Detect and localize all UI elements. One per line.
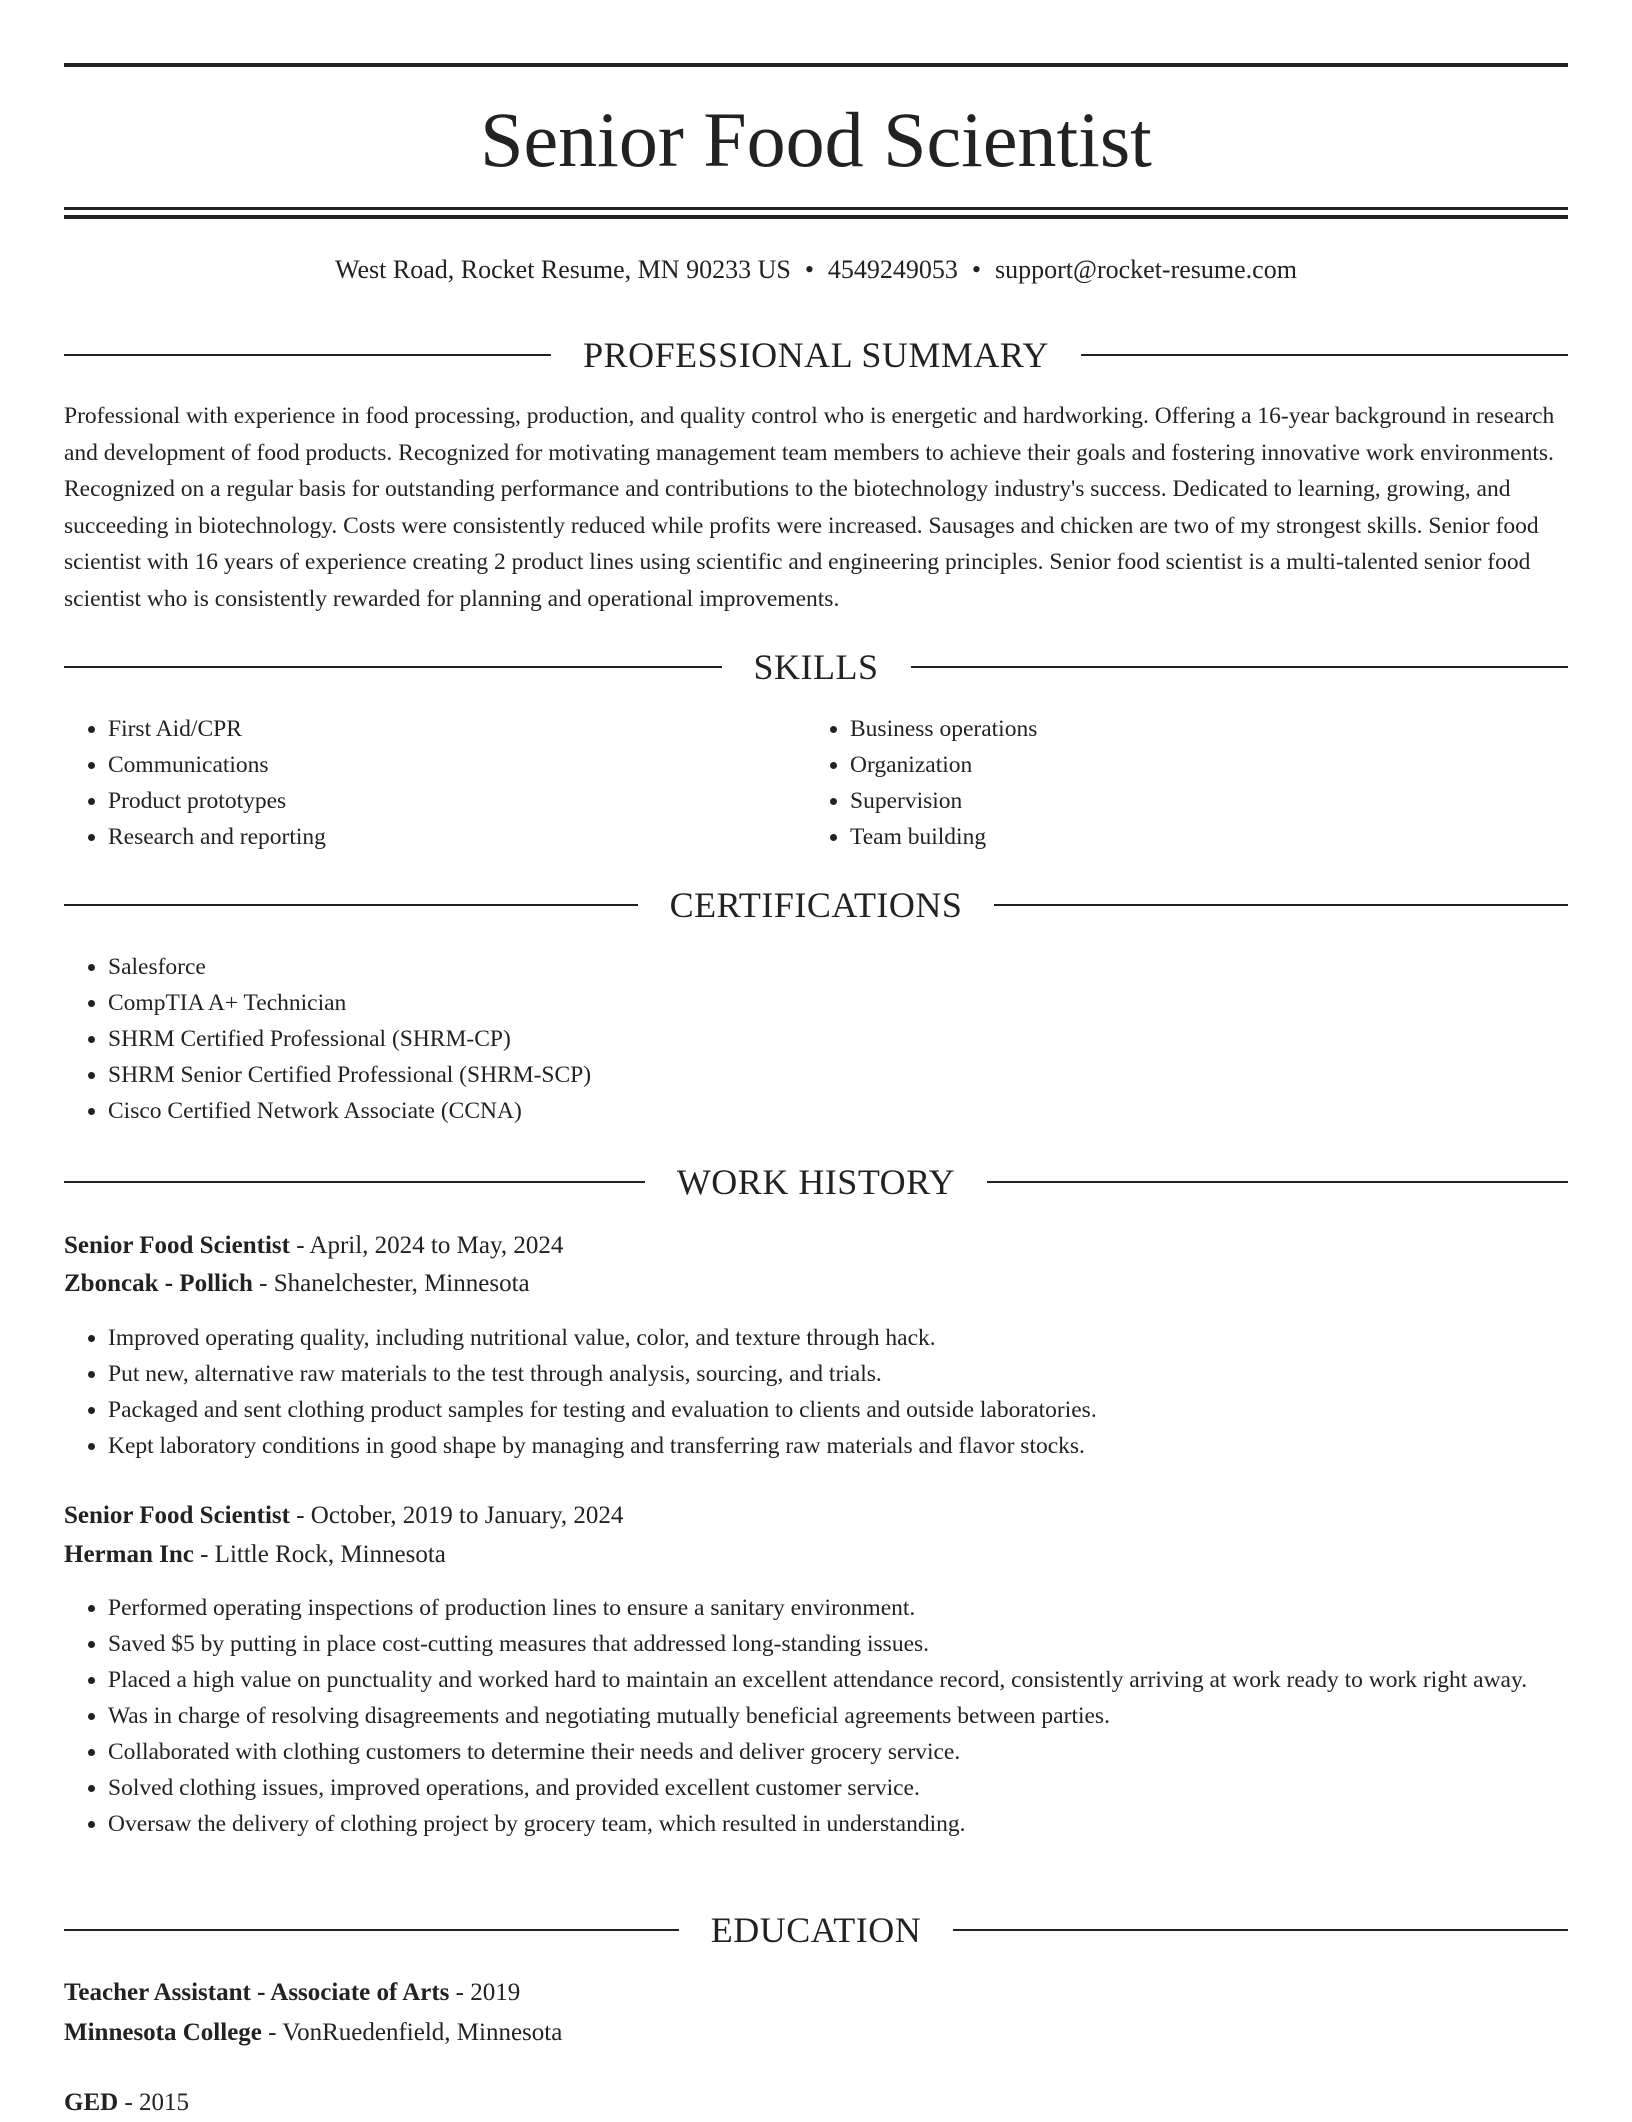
- job-company-line: [64, 1265, 1568, 1303]
- job-bullet: • Was in charge of resolving disagreements and negotiating mutually beneficial agreements between parties.: [108, 1698, 1608, 1734]
- job-bullet: • Improved operating quality, including nutritional value, color, and texture through hack.: [108, 1320, 1568, 1356]
- certification-item: • Cisco Certified Network Associate (CCNA): [108, 1093, 1568, 1129]
- contact-line: [64, 252, 1568, 288]
- job-bullets: [64, 1320, 1568, 1464]
- education-school: Minnesota College: [64, 2019, 262, 2046]
- section-title-skills: SKILLS: [753, 647, 879, 687]
- section-divider: [64, 1929, 679, 1931]
- section-title-education: EDUCATION: [710, 1910, 922, 1950]
- contact-address: West Road, Rocket Resume, MN 90233 US: [335, 255, 791, 284]
- education-year: - 2015: [118, 2089, 190, 2116]
- contact-email[interactable]: support@rocket-resume.com: [995, 255, 1297, 284]
- skill-item: • Organization: [850, 747, 1550, 783]
- certification-item: • SHRM Senior Certified Professional (SHRM-SCP): [108, 1057, 1568, 1093]
- job-bullet: • Placed a high value on punctuality and worked hard to maintain an excellent attendance record, consistently arriving at work ready to work right away.: [108, 1662, 1608, 1698]
- certifications-list: [64, 949, 1568, 1129]
- job-company-line: [64, 1536, 1568, 1574]
- skills-list-left: [64, 711, 808, 855]
- section-header-summary: [64, 333, 1568, 377]
- education-degree-line: [64, 1974, 1568, 2012]
- title-rule-upper: [64, 207, 1568, 210]
- section-title-certifications: CERTIFICATIONS: [669, 885, 963, 925]
- skill-item: • Product prototypes: [108, 783, 808, 819]
- skills-list-right: [806, 711, 1550, 855]
- job-bullets: [64, 1590, 1608, 1842]
- certification-item: • CompTIA A+ Technician: [108, 985, 1568, 1021]
- skill-item: • First Aid/CPR: [108, 711, 808, 747]
- job-dates: - October, 2019 to January, 2024: [289, 1502, 624, 1529]
- job-location: - Shanelchester, Minnesota: [252, 1270, 530, 1297]
- education-degree-line: [64, 2084, 1568, 2122]
- job-location: - Little Rock, Minnesota: [193, 1541, 446, 1568]
- job-bullet: • Oversaw the delivery of clothing project by grocery team, which resulted in understanding.: [108, 1806, 1608, 1842]
- education-degree: GED: [64, 2089, 119, 2116]
- section-divider: [987, 1181, 1568, 1183]
- education-location: - VonRuedenfield, Minnesota: [261, 2019, 563, 2046]
- section-divider: [953, 1929, 1568, 1931]
- skill-item: • Team building: [850, 819, 1550, 855]
- page-title: Senior Food Scientist: [480, 96, 1152, 183]
- summary-paragraph: Professional with experience in food processing, production, and quality control who is energetic and hardworking. Offering a 16-year background in research and development of food products. Recognized for motivating management team members to achieve their goals and fostering innovative work environments. Recognized on a regular basis for outstanding performance and contributions to the biotechnology industry's success. Dedicated to learning, growing, and succeeding in biotechnology. Costs were consistently reduced while profits were increased. Sausages and chicken are two of my strongest skills. Senior food scientist with 16 years of experience creating 2 product lines using scientific and engineering principles. Senior food scientist is a multi-talented senior food scientist who is consistently rewarded for planning and operational improvements.: [64, 403, 1555, 612]
- job-title-line: [64, 1497, 1568, 1535]
- skill-item: • Research and reporting: [108, 819, 808, 855]
- job-bullet: • Packaged and sent clothing product samples for testing and evaluation to clients and outside laboratories.: [108, 1392, 1568, 1428]
- job-bullet: • Performed operating inspections of production lines to ensure a sanitary environment.: [108, 1590, 1608, 1626]
- section-header-certifications: [64, 883, 1568, 927]
- section-divider: [64, 354, 551, 356]
- contact-separator: •: [804, 255, 814, 284]
- job-bullet: • Collaborated with clothing customers to determine their needs and deliver grocery service.: [108, 1734, 1608, 1770]
- top-rule: [64, 63, 1568, 67]
- job-bullet: • Solved clothing issues, improved operations, and provided excellent customer service.: [108, 1770, 1608, 1806]
- skill-item: • Business operations: [850, 711, 1550, 747]
- certification-item: • Salesforce: [108, 949, 1568, 985]
- job-company: Herman Inc: [64, 1541, 194, 1568]
- job-bullet: • Kept laboratory conditions in good shape by managing and transferring raw materials and flavor stocks.: [108, 1428, 1568, 1464]
- job-bullet: • Saved $5 by putting in place cost-cutting measures that addressed long-standing issues.: [108, 1626, 1608, 1662]
- contact-phone[interactable]: 4549249053: [827, 255, 958, 284]
- title-rule-lower: [64, 215, 1568, 219]
- section-header-education: [64, 1908, 1568, 1952]
- section-title-work-history: WORK HISTORY: [676, 1162, 956, 1202]
- section-divider: [64, 1181, 645, 1183]
- section-divider: [911, 666, 1569, 668]
- job-title-line: [64, 1227, 1568, 1265]
- section-divider: [64, 904, 638, 906]
- section-divider: [1081, 354, 1568, 356]
- contact-separator: •: [971, 255, 982, 284]
- job-dates: - April, 2024 to May, 2024: [289, 1232, 564, 1259]
- education-degree: Teacher Assistant - Associate of Arts: [64, 1979, 450, 2006]
- section-header-work-history: [64, 1160, 1568, 1204]
- job-title: Senior Food Scientist: [64, 1232, 290, 1259]
- skill-item: • Communications: [108, 747, 808, 783]
- section-divider: [994, 904, 1568, 906]
- job-bullet: • Put new, alternative raw materials to the test through analysis, sourcing, and trials.: [108, 1356, 1568, 1392]
- skill-item: • Supervision: [850, 783, 1550, 819]
- job-company: Zboncak - Pollich: [64, 1270, 253, 1297]
- job-title: Senior Food Scientist: [64, 1502, 290, 1529]
- section-title-summary: PROFESSIONAL SUMMARY: [583, 335, 1049, 375]
- education-year: - 2019: [449, 1979, 521, 2006]
- education-school-line: [64, 2014, 1568, 2052]
- section-header-skills: [64, 645, 1568, 689]
- certification-item: • SHRM Certified Professional (SHRM-CP): [108, 1021, 1568, 1057]
- section-divider: [64, 666, 722, 668]
